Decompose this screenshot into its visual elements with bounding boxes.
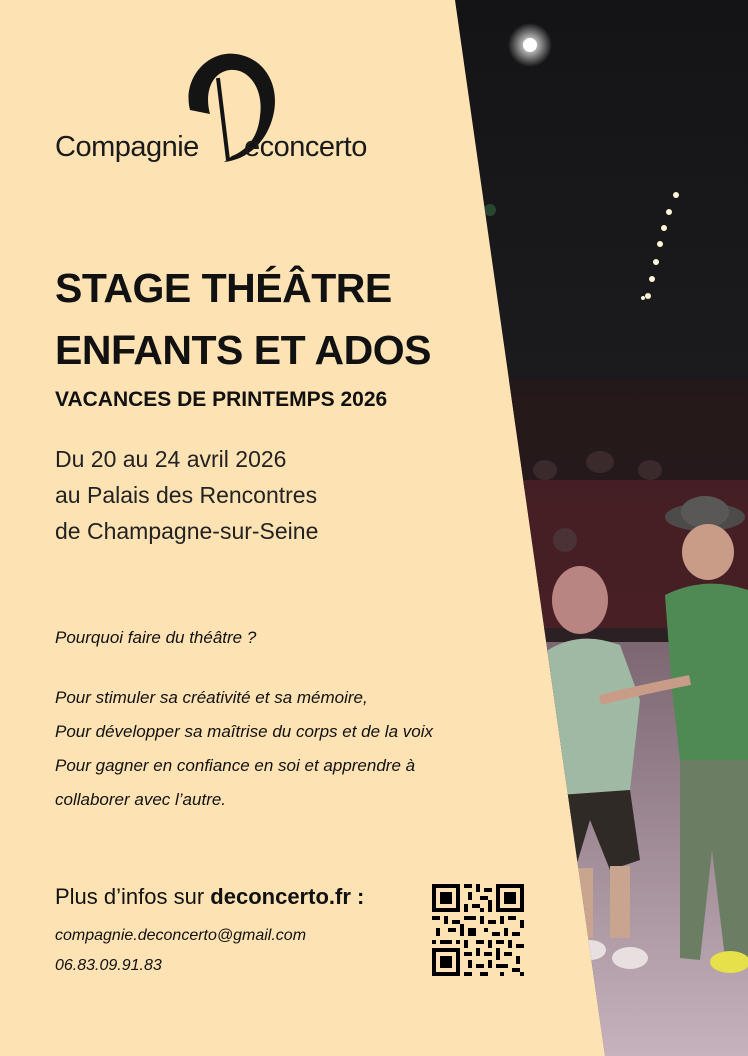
event-dates: Du 20 au 24 avril 2026 [55, 446, 287, 472]
reason-line: Pour gagner en confiance en soi et apprendre à [55, 756, 416, 775]
page-title-line1: STAGE THÉÂTRE [55, 265, 392, 311]
logo-text-compagnie: Compagnie [55, 131, 199, 163]
logo-text-econcerto: econcerto [244, 131, 367, 163]
more-info-prefix: Plus d’infos sur [55, 884, 211, 909]
reason-line: Pour stimuler sa créativité et sa mémoire, [55, 688, 368, 707]
subtitle: VACANCES DE PRINTEMPS 2026 [55, 388, 388, 411]
reason-line: Pour développer sa maîtrise du corps et de la voix [55, 722, 433, 741]
event-venue: au Palais des Rencontres [55, 482, 318, 508]
page-title-line2: ENFANTS ET ADOS [55, 327, 431, 373]
event-town: de Champagne-sur-Seine [55, 518, 319, 544]
reason-line: collaborer avec l’autre. [55, 790, 227, 809]
more-info [55, 884, 364, 910]
website-link[interactable]: deconcerto.fr : [210, 884, 365, 909]
email-link[interactable]: compagnie.deconcerto@gmail.com [55, 927, 307, 944]
qr-code-icon[interactable] [432, 884, 524, 976]
why-question: Pourquoi faire du théâtre ? [55, 628, 257, 647]
phone-number: 06.83.09.91.83 [55, 957, 162, 974]
